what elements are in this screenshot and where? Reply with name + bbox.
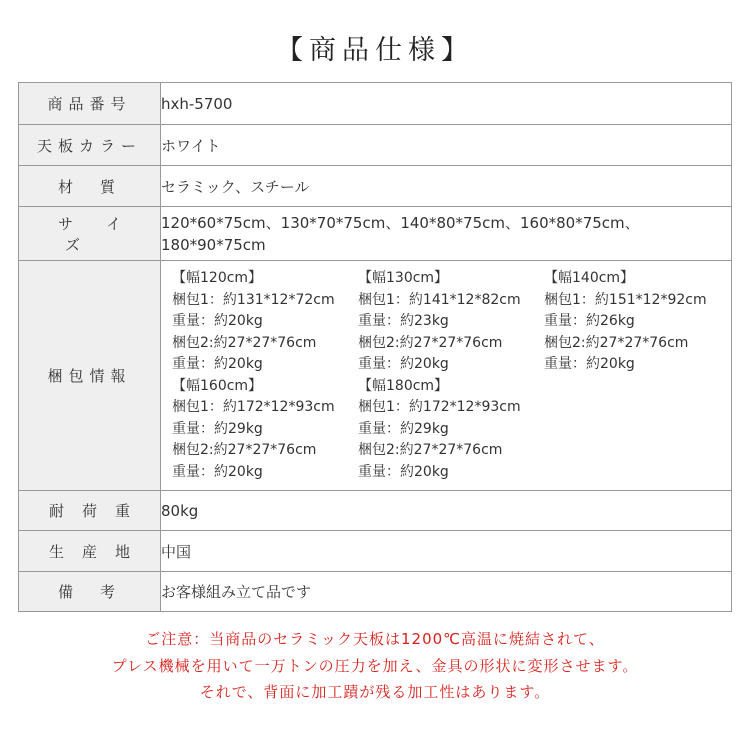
value-remarks: お客様組み立て品です xyxy=(161,572,732,612)
weight-1: 重量：約29kg xyxy=(358,420,449,437)
weight-1: 重量：約26kg xyxy=(544,313,635,329)
package-1: 梱包1：約151*12*92cm xyxy=(544,291,707,308)
notice-line-2: プレス機械を用いて一万トンの圧力を加え、金具の形状に変形させます。 xyxy=(111,656,639,675)
value-package xyxy=(161,261,732,491)
weight-2: 重量：約20kg xyxy=(358,463,449,480)
package-header: 【幅160cm】 xyxy=(172,377,263,394)
row-material xyxy=(19,166,732,207)
package-2: 梱包2:約27*27*76cm xyxy=(358,442,503,458)
value-origin: 中国 xyxy=(161,531,732,572)
package-group-120 xyxy=(172,268,358,376)
package-group-160 xyxy=(172,376,358,484)
package-2: 梱包2:約27*27*76cm xyxy=(544,334,689,351)
label-origin: 生産地 xyxy=(19,531,161,572)
package-1: 梱包1：約172*12*93cm xyxy=(358,399,521,415)
package-group-180 xyxy=(358,376,544,484)
row-color xyxy=(19,125,732,166)
row-load xyxy=(19,491,732,531)
row-remarks xyxy=(19,572,732,612)
value-model: hxh-5700 xyxy=(161,83,732,125)
weight-2: 重量：約20kg xyxy=(358,356,449,372)
package-2: 梱包2:約27*27*76cm xyxy=(172,442,317,458)
notice-text xyxy=(0,626,750,706)
package-header: 【幅140cm】 xyxy=(544,270,635,286)
label-size: サイズ xyxy=(19,207,161,261)
package-2: 梱包2:約27*27*76cm xyxy=(172,334,317,351)
package-1: 梱包1：約141*12*82cm xyxy=(358,291,521,308)
row-package xyxy=(19,261,732,491)
notice-line-3: それで、背面に加工蹟が残る加工性はあります。 xyxy=(199,683,551,701)
row-model xyxy=(19,83,732,125)
row-origin xyxy=(19,531,732,572)
package-group-140 xyxy=(544,268,724,376)
weight-2: 重量：約20kg xyxy=(172,356,263,372)
label-package: 梱包情報 xyxy=(19,261,161,491)
package-2: 梱包2:約27*27*76cm xyxy=(358,334,503,351)
label-color: 天板カラー xyxy=(19,125,161,166)
package-groups xyxy=(161,264,731,487)
size-line-2: 180*90*75cm xyxy=(161,235,266,254)
value-load: 80kg xyxy=(161,491,732,531)
weight-2: 重量：約20kg xyxy=(544,356,635,372)
label-material: 材 質 xyxy=(19,166,161,207)
weight-1: 重量：約23kg xyxy=(358,313,449,329)
package-header: 【幅120cm】 xyxy=(172,270,263,286)
label-remarks: 備 考 xyxy=(19,572,161,612)
size-line-1: 120*60*75cm、130*70*75cm、140*80*75cm、160*80*75cm、 xyxy=(161,213,640,232)
row-size xyxy=(19,207,732,261)
label-model: 商品番号 xyxy=(19,83,161,125)
package-1: 梱包1：約131*12*72cm xyxy=(172,291,335,308)
label-load: 耐荷重 xyxy=(19,491,161,531)
notice-line-1: ご注意：当商品のセラミック天板は1200℃高温に焼結されて、 xyxy=(145,630,605,648)
weight-2: 重量：約20kg xyxy=(172,463,263,480)
spec-table xyxy=(18,82,732,612)
value-material: セラミック、スチール xyxy=(161,166,732,207)
value-color: ホワイト xyxy=(161,125,732,166)
weight-1: 重量：約20kg xyxy=(172,313,263,329)
package-header: 【幅180cm】 xyxy=(358,377,449,394)
value-size xyxy=(161,207,732,261)
package-1: 梱包1：約172*12*93cm xyxy=(172,399,335,415)
package-group-130 xyxy=(358,268,544,376)
weight-1: 重量：約29kg xyxy=(172,420,263,437)
package-header: 【幅130cm】 xyxy=(358,270,449,286)
page-title: 【商品仕様】 xyxy=(276,35,474,66)
